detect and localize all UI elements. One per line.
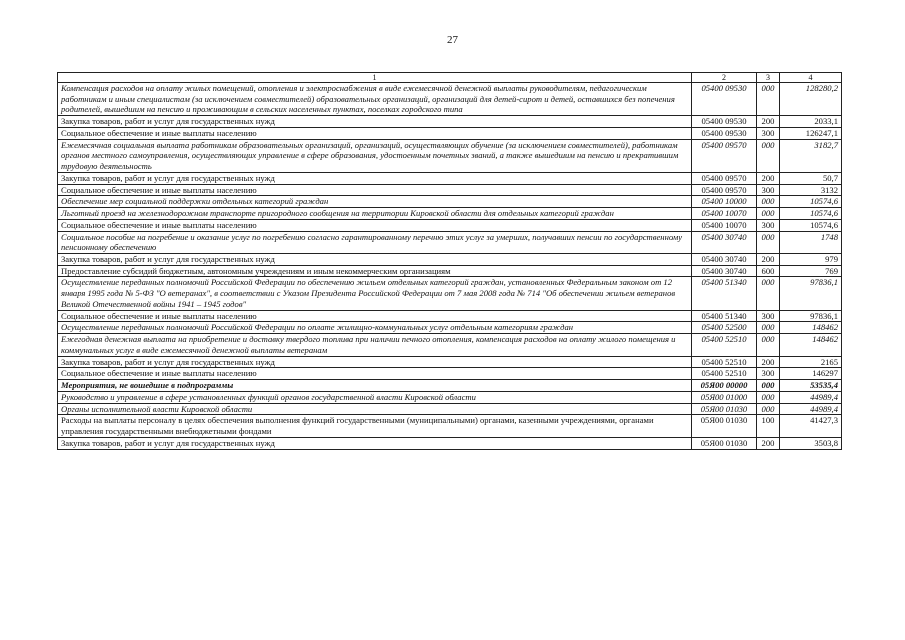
row-name-cell: Ежемесячная социальная выплата работникам образовательных организаций, организаций, осуществляющих обучение (за исключением совместителей), работникам органов местного самоуправления, осуществляющих управление в сфере образования, удостоенным почетных званий, а также вышедшим на пенсию и прекратившим трудовую деятельность xyxy=(58,139,692,172)
row-code-cell: 05400 30740 xyxy=(692,254,757,266)
row-amount-cell: 2165 xyxy=(780,356,842,368)
row-code-cell: 05400 51340 xyxy=(692,277,757,310)
row-amount-cell: 10574,6 xyxy=(780,196,842,208)
row-type-cell: 000 xyxy=(757,196,780,208)
row-type-cell: 000 xyxy=(757,83,780,116)
row-amount-cell: 128280,2 xyxy=(780,83,842,116)
row-name-cell: Закупка товаров, работ и услуг для государственных нужд xyxy=(58,116,692,128)
row-type-cell: 200 xyxy=(757,437,780,449)
row-type-cell: 200 xyxy=(757,356,780,368)
row-amount-cell: 1748 xyxy=(780,231,842,253)
row-type-cell: 300 xyxy=(757,368,780,380)
row-amount-cell: 44989,4 xyxy=(780,403,842,415)
row-name-cell: Социальное обеспечение и иные выплаты населению xyxy=(58,310,692,322)
row-code-cell: 05400 09570 xyxy=(692,172,757,184)
row-type-cell: 200 xyxy=(757,172,780,184)
row-type-cell: 000 xyxy=(757,391,780,403)
header-col-4: 4 xyxy=(780,73,842,83)
table-row xyxy=(58,172,842,184)
table-row xyxy=(58,116,842,128)
header-col-2: 2 xyxy=(692,73,757,83)
row-amount-cell: 146297 xyxy=(780,368,842,380)
row-code-cell: 05400 10000 xyxy=(692,196,757,208)
row-name-cell: Органы исполнительной власти Кировской области xyxy=(58,403,692,415)
row-name-cell: Социальное обеспечение и иные выплаты населению xyxy=(58,368,692,380)
row-amount-cell: 3182,7 xyxy=(780,139,842,172)
row-type-cell: 000 xyxy=(757,231,780,253)
table-row xyxy=(58,127,842,139)
table-header-row xyxy=(58,73,842,83)
row-code-cell: 05400 51340 xyxy=(692,310,757,322)
row-code-cell: 05400 52510 xyxy=(692,356,757,368)
row-name-cell: Закупка товаров, работ и услуг для государственных нужд xyxy=(58,356,692,368)
row-amount-cell: 97836,1 xyxy=(780,277,842,310)
table-row xyxy=(58,277,842,310)
header-col-3: 3 xyxy=(757,73,780,83)
row-type-cell: 000 xyxy=(757,139,780,172)
row-amount-cell: 148462 xyxy=(780,334,842,356)
budget-table xyxy=(57,72,842,450)
row-type-cell: 000 xyxy=(757,380,780,392)
row-type-cell: 000 xyxy=(757,277,780,310)
table-row xyxy=(58,437,842,449)
row-type-cell: 000 xyxy=(757,322,780,334)
row-code-cell: 05Я00 00000 xyxy=(692,380,757,392)
row-type-cell: 000 xyxy=(757,208,780,220)
table-row xyxy=(58,184,842,196)
table-row xyxy=(58,231,842,253)
row-code-cell: 05Я00 01030 xyxy=(692,437,757,449)
row-name-cell: Закупка товаров, работ и услуг для государственных нужд xyxy=(58,254,692,266)
row-type-cell: 000 xyxy=(757,334,780,356)
row-name-cell: Мероприятия, не вошедшие в подпрограммы xyxy=(58,380,692,392)
table-row xyxy=(58,403,842,415)
table-row xyxy=(58,83,842,116)
table-row xyxy=(58,391,842,403)
row-code-cell: 05400 09570 xyxy=(692,139,757,172)
table-row xyxy=(58,139,842,172)
row-name-cell: Расходы на выплаты персоналу в целях обеспечения выполнения функций государственными (муниципальными) органами, казенными учреждениями, органами управления государственными внебюджетными фондами xyxy=(58,415,692,437)
row-amount-cell: 97836,1 xyxy=(780,310,842,322)
table-row xyxy=(58,334,842,356)
row-code-cell: 05400 09570 xyxy=(692,184,757,196)
table-body xyxy=(58,83,842,450)
row-type-cell: 000 xyxy=(757,403,780,415)
table-row xyxy=(58,196,842,208)
table-row xyxy=(58,265,842,277)
row-code-cell: 05400 30740 xyxy=(692,231,757,253)
row-amount-cell: 148462 xyxy=(780,322,842,334)
table-row xyxy=(58,368,842,380)
row-type-cell: 300 xyxy=(757,310,780,322)
row-type-cell: 300 xyxy=(757,184,780,196)
table-row xyxy=(58,254,842,266)
table-row xyxy=(58,415,842,437)
table-row xyxy=(58,322,842,334)
row-amount-cell: 3132 xyxy=(780,184,842,196)
row-name-cell: Социальное пособие на погребение и оказание услуг по погребению согласно гарантированному перечню этих услуг за умерших, получавших пенсии по государственному пенсионному обеспечению xyxy=(58,231,692,253)
row-code-cell: 05400 52510 xyxy=(692,334,757,356)
row-amount-cell: 44989,4 xyxy=(780,391,842,403)
row-type-cell: 300 xyxy=(757,219,780,231)
row-code-cell: 05400 10070 xyxy=(692,208,757,220)
row-type-cell: 600 xyxy=(757,265,780,277)
row-name-cell: Социальное обеспечение и иные выплаты населению xyxy=(58,127,692,139)
row-amount-cell: 979 xyxy=(780,254,842,266)
row-amount-cell: 126247,1 xyxy=(780,127,842,139)
row-name-cell: Социальное обеспечение и иные выплаты населению xyxy=(58,184,692,196)
row-name-cell: Льготный проезд на железнодорожном транспорте пригородного сообщения на территории Кировской области для отдельных категорий граждан xyxy=(58,208,692,220)
row-name-cell: Осуществление переданных полномочий Российской Федерации по оплате жилищно-коммунальных услуг отдельным категориям граждан xyxy=(58,322,692,334)
row-amount-cell: 50,7 xyxy=(780,172,842,184)
row-code-cell: 05400 30740 xyxy=(692,265,757,277)
row-code-cell: 05400 52510 xyxy=(692,368,757,380)
row-code-cell: 05400 09530 xyxy=(692,127,757,139)
row-type-cell: 100 xyxy=(757,415,780,437)
row-name-cell: Закупка товаров, работ и услуг для государственных нужд xyxy=(58,172,692,184)
row-code-cell: 05400 52500 xyxy=(692,322,757,334)
row-name-cell: Осуществление переданных полномочий Российской Федерации по обеспечению жильем отдельных категорий граждан, установленных Федеральным законом от 12 января 1995 года № 5-ФЗ "О ветеранах", в соответствии с Указом Президента Российской Федерации от 7 мая 2008 года № 714 "Об обеспечении жильем ветеранов Великой Отечественной войны 1941 – 1945 годов" xyxy=(58,277,692,310)
table-row xyxy=(58,208,842,220)
row-name-cell: Компенсация расходов на оплату жилых помещений, отопления и электроснабжения в виде ежемесячной денежной выплаты руководителям, педагогическим работникам и иным специалистам (за исключением совместителей) образовательных организаций, организаций для детей-сирот и детей, оставшихся без попечения родителей, вышедшим на пенсию и проживающим в сельских населенных пунктах, поселках городского типа xyxy=(58,83,692,116)
row-name-cell: Предоставление субсидий бюджетным, автономным учреждениям и иным некоммерческим организациям xyxy=(58,265,692,277)
row-name-cell: Закупка товаров, работ и услуг для государственных нужд xyxy=(58,437,692,449)
row-code-cell: 05Я00 01030 xyxy=(692,403,757,415)
row-type-cell: 200 xyxy=(757,116,780,128)
page-number: 27 xyxy=(447,34,458,46)
row-type-cell: 200 xyxy=(757,254,780,266)
row-amount-cell: 41427,3 xyxy=(780,415,842,437)
table-row xyxy=(58,356,842,368)
row-name-cell: Ежегодная денежная выплата на приобретение и доставку твердого топлива при наличии печного отопления, компенсация расходов на оплату жилого помещения и коммунальных услуг в виде ежемесячной денежной выплаты ветеранам xyxy=(58,334,692,356)
row-amount-cell: 53535,4 xyxy=(780,380,842,392)
row-type-cell: 300 xyxy=(757,127,780,139)
row-name-cell: Социальное обеспечение и иные выплаты населению xyxy=(58,219,692,231)
row-code-cell: 05400 09530 xyxy=(692,83,757,116)
row-name-cell: Руководство и управление в сфере установленных функций органов государственной власти Кировской области xyxy=(58,391,692,403)
row-code-cell: 05400 10070 xyxy=(692,219,757,231)
table-row xyxy=(58,219,842,231)
row-code-cell: 05Я00 01030 xyxy=(692,415,757,437)
row-name-cell: Обеспечение мер социальной поддержки отдельных категорий граждан xyxy=(58,196,692,208)
row-amount-cell: 2033,1 xyxy=(780,116,842,128)
row-code-cell: 05Я00 01000 xyxy=(692,391,757,403)
row-amount-cell: 769 xyxy=(780,265,842,277)
row-code-cell: 05400 09530 xyxy=(692,116,757,128)
header-col-1: 1 xyxy=(58,73,692,83)
row-amount-cell: 3503,8 xyxy=(780,437,842,449)
table-row xyxy=(58,380,842,392)
row-amount-cell: 10574,6 xyxy=(780,219,842,231)
row-amount-cell: 10574,6 xyxy=(780,208,842,220)
table-row xyxy=(58,310,842,322)
